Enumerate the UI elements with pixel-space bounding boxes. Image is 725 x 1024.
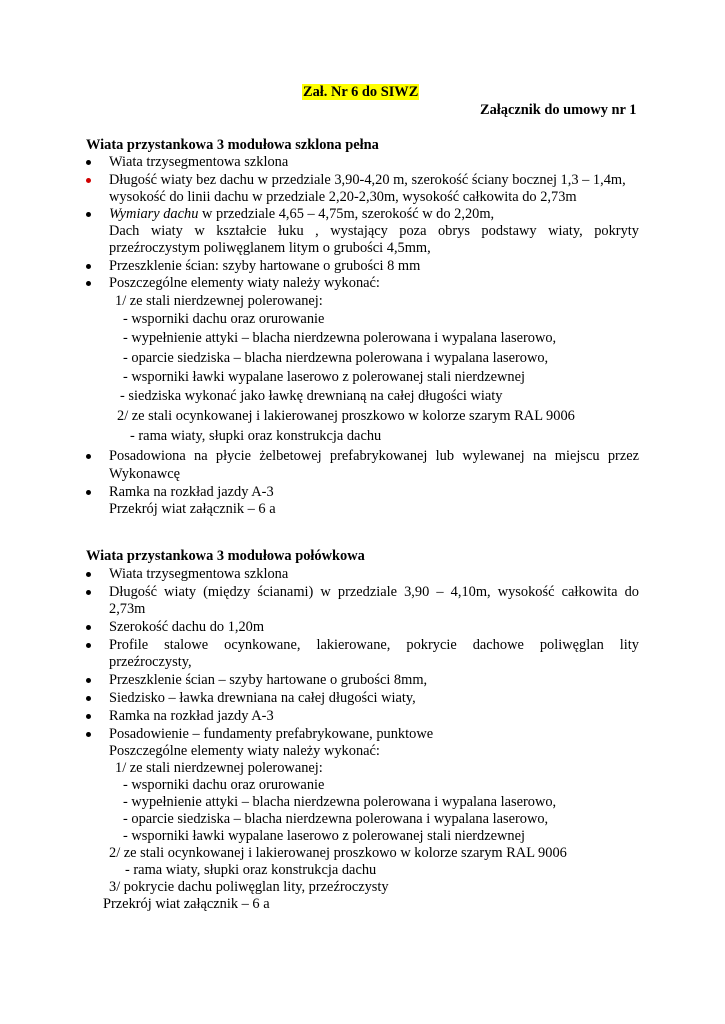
list-item: Ramka na rozkład jazdy A-3 xyxy=(109,484,274,500)
list-item: Poszczególne elementy wiaty należy wykonać: xyxy=(109,275,380,291)
sub-item: - rama wiaty, słupki oraz konstrukcja dachu xyxy=(130,428,382,444)
section1-title: Wiata przystankowa 3 modułowa szklona pełna xyxy=(86,137,379,153)
bullet-icon xyxy=(86,264,94,272)
section2-title: Wiata przystankowa 3 modułowa połówkowa xyxy=(86,548,365,564)
list-item: Posadowiona na płycie żelbetowej prefabrykowanej lub wylewanej na miejscu przez xyxy=(109,448,639,464)
list-item-continuation: przeźroczystym poliwęglanem litym o grubości 4,5mm, xyxy=(109,240,431,256)
bullet-icon xyxy=(86,714,94,722)
bullet-icon xyxy=(86,643,94,651)
bullet-icon xyxy=(86,160,94,168)
bullet-icon xyxy=(86,732,94,740)
sub-heading: 1/ ze stali nierdzewnej polerowanej: xyxy=(115,760,323,776)
bullet-icon xyxy=(86,696,94,704)
list-item-continuation: przeźroczysty, xyxy=(109,654,192,670)
list-item: Długość wiaty (między ścianami) w przedziale 3,90 – 4,10m, wysokość całkowita do xyxy=(109,584,639,600)
list-item: Posadowienie – fundamenty prefabrykowane, punktowe xyxy=(109,726,434,742)
list-item: Siedzisko – ławka drewniana na całej długości wiaty, xyxy=(109,690,416,706)
sub-item: - wsporniki dachu oraz orurowanie xyxy=(123,777,325,793)
section2-footer: Przekrój wiat załącznik – 6 a xyxy=(103,896,270,912)
sub-item: - rama wiaty, słupki oraz konstrukcja dachu xyxy=(125,862,377,878)
roof-dimensions-text: w przedziale 4,65 – 4,75m, szerokość w do 2,20m, xyxy=(198,206,495,222)
bullet-icon xyxy=(86,178,94,186)
bullet-icon xyxy=(86,490,94,498)
list-item-continuation: Poszczególne elementy wiaty należy wykonać: xyxy=(109,743,380,759)
list-item: Szerokość dachu do 1,20m xyxy=(109,619,265,635)
bullet-icon xyxy=(86,454,94,462)
list-item-continuation: 2,73m xyxy=(109,601,146,617)
list-item: Profile stalowe ocynkowane, lakierowane, pokrycie dachowe poliwęglan lity xyxy=(109,637,639,653)
list-item: Ramka na rozkład jazdy A-3 xyxy=(109,708,274,724)
bullet-icon xyxy=(86,590,94,598)
sub-item: - wsporniki ławki wypalane laserowo z polerowanej stali nierdzewnej xyxy=(123,828,526,844)
sub-heading: 2/ ze stali ocynkowanej i lakierowanej proszkowo w kolorze szarym RAL 9006 xyxy=(117,408,575,424)
sub-item: - wypełnienie attyki – blacha nierdzewna polerowana i wypalana laserowo, xyxy=(123,330,557,346)
bullet-icon xyxy=(86,625,94,633)
sub-item: - wypełnienie attyki – blacha nierdzewna polerowana i wypalana laserowo, xyxy=(123,794,557,810)
list-item-continuation: Wykonawcę xyxy=(109,466,181,482)
bullet-icon xyxy=(86,212,94,220)
list-item-continuation: wysokość do linii dachu w przedziale 2,20-2,30m, wysokość całkowita do 2,73m xyxy=(109,189,577,205)
list-item: Wiata trzysegmentowa szklona xyxy=(109,566,289,582)
sub-item: - siedziska wykonać jako ławkę drewnianą na całej długości wiaty xyxy=(120,388,503,404)
bullet-icon xyxy=(86,572,94,580)
list-item-continuation: Przekrój wiat załącznik – 6 a xyxy=(109,501,276,517)
sub-item: - wsporniki dachu oraz orurowanie xyxy=(123,311,325,327)
list-item-continuation: Dach wiaty w kształcie łuku , wystający poza obrys podstawy wiaty, pokryty xyxy=(109,223,639,239)
list-item xyxy=(109,206,639,223)
bullet-icon xyxy=(86,281,94,289)
sub-item: - oparcie siedziska – blacha nierdzewna polerowana i wypalana laserowo, xyxy=(123,811,549,827)
list-item: Przeszklenie ścian: szyby hartowane o grubości 8 mm xyxy=(109,258,421,274)
sub-heading: 2/ ze stali ocynkowanej i lakierowanej proszkowo w kolorze szarym RAL 9006 xyxy=(109,845,567,861)
sub-heading: 1/ ze stali nierdzewnej polerowanej: xyxy=(115,293,323,309)
contract-attachment-label: Załącznik do umowy nr 1 xyxy=(480,102,637,118)
bullet-icon xyxy=(86,678,94,686)
roof-dimensions-label: Wymiary dachu xyxy=(109,206,199,222)
list-item: Wiata trzysegmentowa szklona xyxy=(109,154,289,170)
sub-item: - wsporniki ławki wypalane laserowo z polerowanej stali nierdzewnej xyxy=(123,369,526,385)
list-item: Przeszklenie ścian – szyby hartowane o grubości 8mm, xyxy=(109,672,428,688)
list-item: Długość wiaty bez dachu w przedziale 3,90-4,20 m, szerokość ściany bocznej 1,3 – 1,4m, xyxy=(109,172,626,188)
sub-heading: 3/ pokrycie dachu poliwęglan lity, przeźroczysty xyxy=(109,879,389,895)
attachment-label: Zał. Nr 6 do SIWZ xyxy=(303,84,419,100)
sub-item: - oparcie siedziska – blacha nierdzewna polerowana i wypalana laserowo, xyxy=(123,350,549,366)
